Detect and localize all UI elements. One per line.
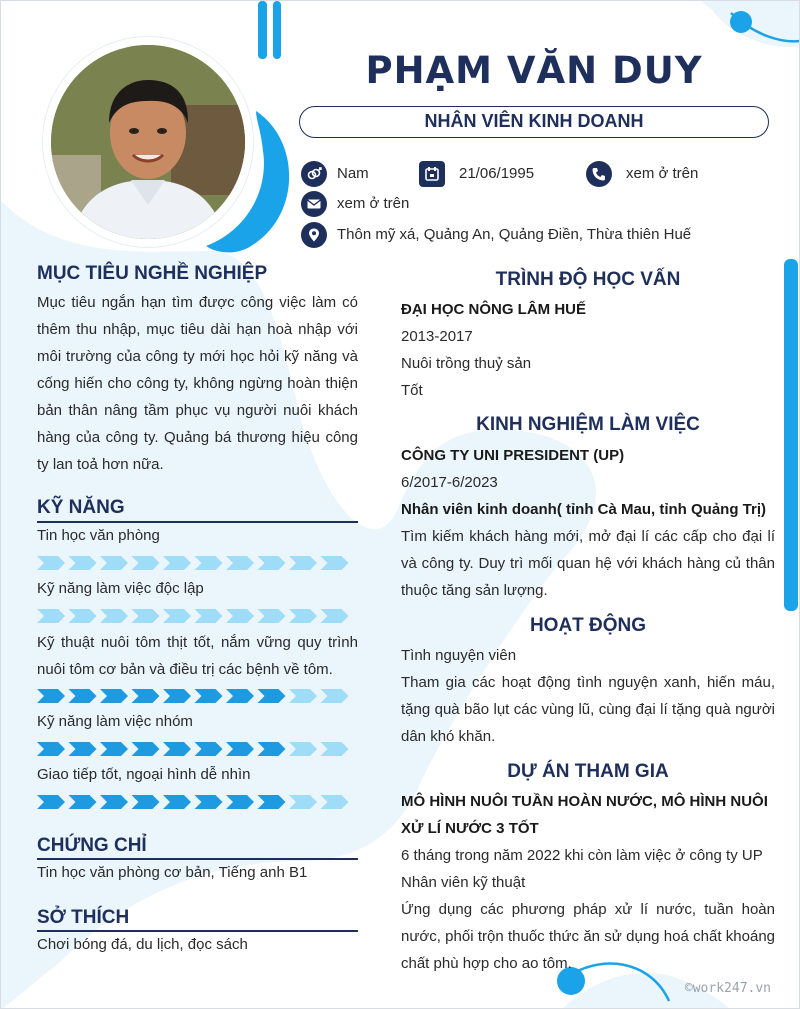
education-period: 2013-2017 xyxy=(401,328,473,345)
skill-chevron-filled xyxy=(100,742,128,756)
projects-description: Ứng dụng các phương pháp xử lí nước, tuần hoàn nước, phối trộn thuốc thức ăn sử dụng hoá chất khoáng chất phù hợp cho ao tôm. xyxy=(401,901,775,972)
skill-chevron-empty xyxy=(163,609,191,623)
skill-chevron-empty xyxy=(69,609,97,623)
skill-chevron-filled xyxy=(37,795,65,809)
projects-title: DỰ ÁN THAM GIA xyxy=(507,761,669,782)
skill-label: Kỹ thuật nuôi tôm thịt tốt, nắm vững quy trình nuôi tôm cơ bản và điều trị các bệnh về tôm. xyxy=(37,634,358,678)
skill-chevron-empty xyxy=(100,556,128,570)
skill-chevron-empty xyxy=(226,609,254,623)
skill-chevron-filled xyxy=(69,689,97,703)
avatar-photo xyxy=(51,45,245,239)
education-grade: Tốt xyxy=(401,382,423,399)
skill-chevron-empty xyxy=(289,556,317,570)
skill-label: Tin học văn phòng xyxy=(37,527,160,544)
person-portrait xyxy=(51,45,245,239)
gender-value: Nam xyxy=(337,165,369,182)
skill-chevron-empty xyxy=(289,795,317,809)
experience-description: Tìm kiếm khách hàng mới, mở đại lí các cấp cho đại lí và công ty. Duy trì mối quan hệ với khách hàng củ thân thuộc tăng sản lượng. xyxy=(401,528,775,599)
skill-chevron-filled xyxy=(195,795,223,809)
certificates-title: CHỨNG CHỈ xyxy=(37,835,147,856)
email-value: xem ở trên xyxy=(337,195,410,212)
experience-title: KINH NGHIỆM LÀM VIỆC xyxy=(476,414,700,435)
job-title: NHÂN VIÊN KINH DOANH xyxy=(299,106,769,138)
skill-chevron-filled xyxy=(226,795,254,809)
skill-chevron-filled xyxy=(195,742,223,756)
certificates-text: Tin học văn phòng cơ bản, Tiếng anh B1 xyxy=(37,864,308,881)
calendar-icon xyxy=(419,161,445,187)
skill-chevron-empty xyxy=(37,609,65,623)
education-major: Nuôi trồng thuỷ sản xyxy=(401,355,532,372)
projects-name: MÔ HÌNH NUÔI TUẦN HOÀN NƯỚC, MÔ HÌNH NUÔI XỬ LÍ NƯỚC 3 TỐT xyxy=(401,793,768,837)
activities-description: Tham gia các hoạt động tình nguyện xanh, hiến máu, tặng quà bão lụt các vùng lũ, cùng đại lí tặng quà người dân khó khăn. xyxy=(401,674,775,745)
skill-chevron-filled xyxy=(163,795,191,809)
watermark: ©work247.vn xyxy=(684,981,771,996)
skill-chevron-filled xyxy=(100,689,128,703)
skill-chevron-empty xyxy=(226,556,254,570)
skills-title: KỸ NĂNG xyxy=(37,497,125,518)
skill-rating-bar xyxy=(37,608,349,624)
skill-chevron-empty xyxy=(132,609,160,623)
skill-chevron-empty xyxy=(163,556,191,570)
skill-chevron-filled xyxy=(69,742,97,756)
experience-position: Nhân viên kinh doanh( tỉnh Cà Mau, tỉnh Quảng Trị) xyxy=(401,501,766,518)
skill-chevron-filled xyxy=(258,689,286,703)
experience-period: 6/2017-6/2023 xyxy=(401,474,498,491)
skill-chevron-empty xyxy=(100,609,128,623)
skill-chevron-empty xyxy=(321,742,349,756)
email-icon xyxy=(301,191,327,217)
skill-chevron-empty xyxy=(37,556,65,570)
skill-chevron-empty xyxy=(258,609,286,623)
skill-chevron-filled xyxy=(226,689,254,703)
experience-company: CÔNG TY UNI PRESIDENT (UP) xyxy=(401,447,625,464)
birthday-value: 21/06/1995 xyxy=(459,165,535,182)
skill-chevron-empty xyxy=(289,689,317,703)
skill-chevron-filled xyxy=(132,689,160,703)
skill-chevron-empty xyxy=(195,609,223,623)
skill-chevron-empty xyxy=(321,609,349,623)
skill-chevron-filled xyxy=(37,689,65,703)
hobbies-text: Chơi bóng đá, du lịch, đọc sách xyxy=(37,936,248,953)
skill-chevron-empty xyxy=(195,556,223,570)
certificates-divider xyxy=(37,858,358,860)
skill-label: Giao tiếp tốt, ngoại hình dễ nhìn xyxy=(37,766,251,783)
skill-chevron-filled xyxy=(132,795,160,809)
skill-chevron-empty xyxy=(289,609,317,623)
skill-rating-bar xyxy=(37,555,349,571)
skill-chevron-empty xyxy=(289,742,317,756)
skill-chevron-filled xyxy=(69,795,97,809)
avatar-frame xyxy=(43,37,253,247)
skill-rating-bar xyxy=(37,688,349,704)
skills-divider xyxy=(37,521,358,523)
skill-chevron-filled xyxy=(100,795,128,809)
skill-rating-bar xyxy=(37,794,349,810)
activities-role: Tình nguyện viên xyxy=(401,647,517,664)
skill-chevron-empty xyxy=(321,556,349,570)
skill-chevron-empty xyxy=(258,556,286,570)
hobbies-divider xyxy=(37,930,358,932)
skill-chevron-filled xyxy=(258,795,286,809)
skill-chevron-filled xyxy=(37,742,65,756)
skill-chevron-filled xyxy=(163,742,191,756)
skill-chevron-filled xyxy=(132,742,160,756)
candidate-name: PHẠM VĂN DUY xyxy=(365,49,703,92)
projects-period: 6 tháng trong năm 2022 khi còn làm việc ở công ty UP xyxy=(401,847,763,864)
skill-chevron-filled xyxy=(195,689,223,703)
objective-text: Mục tiêu ngắn hạn tìm được công việc làm có thêm thu nhập, mục tiêu dài hạn hoà nhập với môi trường của công ty mới học hỏi kỹ năng và cống hiến cho công ty, không ngừng hoàn thiện bản thân nâng tầm phục vụ người nuôi khách hàng của công ty. Quảng bá thương hiệu công ty lan toả hơn nữa. xyxy=(37,294,358,473)
address-value: Thôn mỹ xá, Quảng An, Quảng Điền, Thừa thiên Huế xyxy=(337,226,692,243)
education-title: TRÌNH ĐỘ HỌC VẤN xyxy=(495,269,681,290)
education-school: ĐẠI HỌC NÔNG LÂM HUẾ xyxy=(401,301,586,318)
location-icon xyxy=(301,222,327,248)
phone-icon xyxy=(586,161,612,187)
skill-chevron-filled xyxy=(163,689,191,703)
skill-chevron-filled xyxy=(226,742,254,756)
phone-value: xem ở trên xyxy=(626,165,699,182)
activities-title: HOẠT ĐỘNG xyxy=(529,615,647,636)
gender-icon xyxy=(301,161,327,187)
skill-chevron-empty xyxy=(69,556,97,570)
skill-label: Kỹ năng làm việc nhóm xyxy=(37,713,193,730)
objective-title: MỤC TIÊU NGHỀ NGHIỆP xyxy=(37,263,268,284)
skill-chevron-empty xyxy=(132,556,160,570)
skill-label: Kỹ năng làm việc độc lập xyxy=(37,580,204,597)
skill-rating-bar xyxy=(37,741,349,757)
skill-chevron-empty xyxy=(321,689,349,703)
hobbies-title: SỞ THÍCH xyxy=(37,907,130,928)
skill-chevron-empty xyxy=(321,795,349,809)
skill-chevron-filled xyxy=(258,742,286,756)
projects-role: Nhân viên kỹ thuật xyxy=(401,874,526,891)
